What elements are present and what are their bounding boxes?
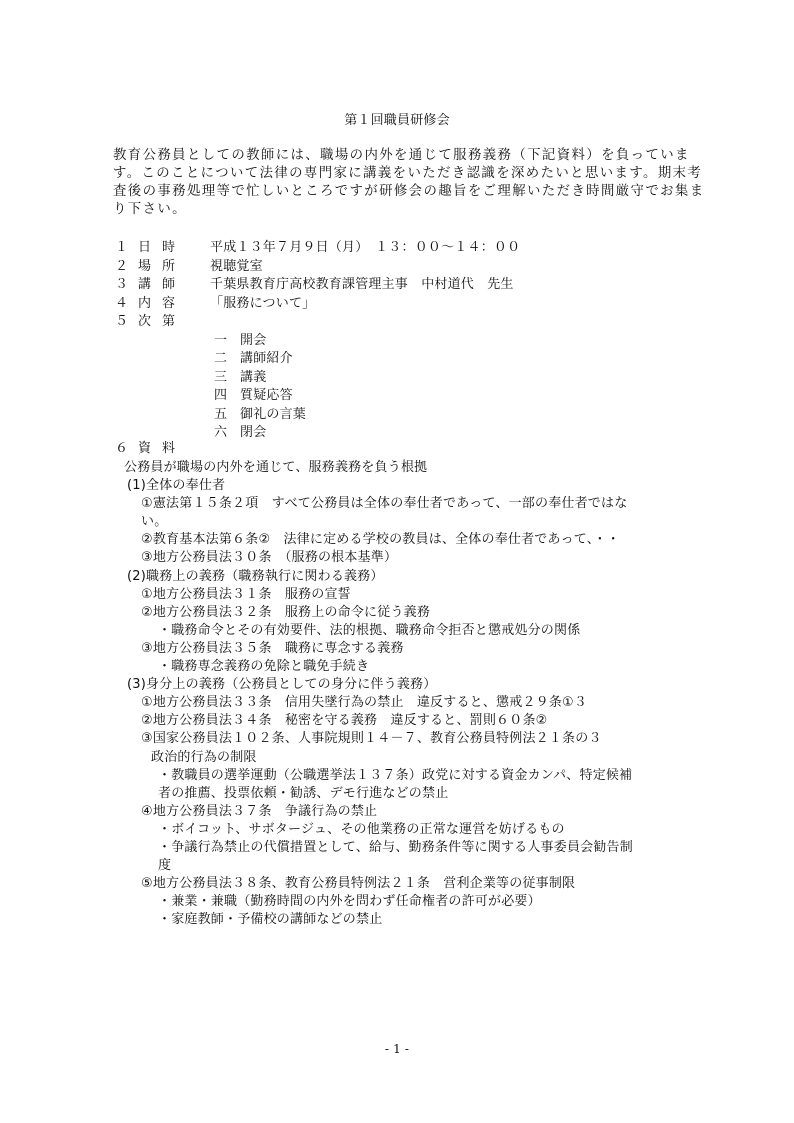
materials-text: 者の推薦、投票依頼・勧誘、デモ行進などの禁止 [158, 785, 449, 801]
agenda-step [113, 332, 713, 351]
materials-text: い。 [141, 514, 168, 530]
item-number: ３ [115, 277, 129, 292]
item-value: 「服務について」 [210, 295, 316, 311]
materials-text: ②地方公務員法３２条 服務上の命令に従う義務 [141, 604, 431, 620]
materials-line [113, 531, 713, 549]
item-row-materials [113, 440, 713, 459]
materials-list [113, 459, 713, 929]
materials-text: (2)職務上の義務（職務執行に関わる義務） [127, 568, 384, 584]
materials-line [113, 459, 713, 477]
document-title: 第１回職員研修会 [344, 113, 450, 128]
materials-line [113, 495, 713, 513]
materials-line [113, 586, 713, 604]
materials-line [113, 513, 713, 531]
item-row-place [113, 258, 713, 277]
materials-line [113, 549, 713, 567]
materials-text: (3)身分上の義務（公務員としての身分に伴う義務） [127, 677, 437, 693]
materials-text: (1)全体の奉仕者 [127, 478, 226, 494]
agenda-step-number: 五 [214, 406, 228, 422]
item-label: 内容 [138, 295, 187, 311]
materials-text: ①地方公務員法３１条 服務の宣誓 [141, 586, 351, 602]
materials-line [113, 658, 713, 676]
materials-text: ・争議行為禁止の代償措置として、給与、勤務条件等に関する人事委員会勧告制 [158, 839, 633, 855]
item-row-lecturer [113, 276, 713, 295]
materials-text: ⑤地方公務員法３８条、教育公務員特例法２１条 営利企業等の従事制限 [141, 876, 576, 892]
materials-line [113, 604, 713, 622]
item-number: １ [115, 240, 129, 255]
agenda-step-text: 講師紹介 [240, 351, 293, 366]
materials-line [113, 875, 713, 893]
materials-text: ②地方公務員法３４条 秘密を守る義務 違反すると、罰則６０条② [141, 713, 548, 729]
agenda-step-number: 一 [214, 332, 228, 348]
materials-line [113, 694, 713, 712]
materials-text: ・職務命令とその有効要件、法的根拠、職務命令拒否と懲戒処分の関係 [158, 622, 581, 638]
intro-line: 査後の事務処理等で忙しいところですが研修会の趣旨をご理解いただき時間厳守でお集ま [113, 184, 705, 199]
materials-text: ・家庭教師・予備校の講師などの禁止 [158, 912, 383, 928]
item-value: 千葉県教育庁高校教育課管理主事 中村道代 先生 [210, 277, 514, 292]
item-row-content [113, 295, 713, 314]
materials-line [113, 749, 713, 767]
agenda-step [113, 369, 713, 388]
intro-line: り下さい。 [113, 202, 187, 217]
agenda-step-text: 閉会 [240, 425, 267, 440]
materials-line [113, 712, 713, 730]
item-value: 平成１３年７月９日（月） １３：００～１４：００ [210, 240, 521, 255]
item-label: 資料 [138, 441, 187, 456]
materials-text: 公務員が職場の内外を通じて、服務義務を負う根拠 [124, 460, 428, 475]
materials-heading [113, 440, 713, 459]
item-label: 次第 [138, 314, 187, 329]
agenda-step-text: 講義 [240, 369, 267, 385]
item-label: 講師 [138, 277, 187, 292]
materials-line [113, 785, 713, 803]
item-row-date [113, 239, 713, 258]
materials-text: ・ボイコット、サボタージュ、その他業務の正常な運営を妨げるもの [158, 821, 565, 837]
materials-text: ③地方公務員法３５条 職務に専念する義務 [141, 640, 404, 656]
materials-line [113, 893, 713, 911]
agenda-step-number: 六 [214, 425, 228, 440]
materials-text: 度 [158, 858, 172, 874]
agenda-step-number: 三 [214, 369, 228, 385]
agenda-step [113, 387, 713, 406]
materials-line [113, 911, 713, 929]
materials-text: 政治的行為の制限 [151, 749, 257, 765]
agenda-step-text: 御礼の言葉 [240, 406, 307, 422]
materials-text: ③地方公務員法３０条 （服務の根本基準） [141, 550, 398, 566]
agenda-step-number: 二 [214, 351, 228, 366]
agenda-step-text: 開会 [240, 332, 267, 348]
materials-line [113, 477, 713, 495]
materials-line [113, 730, 713, 748]
intro-paragraph [113, 147, 705, 219]
item-list [113, 239, 713, 443]
intro-line: 教育公務員としての教師には、職場の内外を通じて服務義務（下記資料）を負っていま [113, 148, 690, 163]
item-number: ４ [115, 295, 129, 311]
page-number: - 1 - [384, 1042, 410, 1056]
materials-line [113, 839, 713, 857]
materials-line [113, 821, 713, 839]
agenda-step [113, 350, 713, 369]
materials-line [113, 622, 713, 640]
materials-line [113, 803, 713, 821]
materials-line [113, 857, 713, 875]
materials-text: ③国家公務員法１０２条、人事院規則１４－７、教育公務員特例法２１条の３ [141, 731, 602, 747]
materials-line [113, 640, 713, 658]
materials-text: ・兼業・兼職（勤務時間の内外を問わず任命権者の許可が必要） [158, 894, 541, 910]
materials-text: ①地方公務員法３３条 信用失墜行為の禁止 違反すると、懲戒２９条①３ [141, 695, 588, 711]
item-number: ５ [115, 314, 129, 329]
intro-line: す。このことについて法律の専門家に講義をいただき認識を深めたいと思います。期末考 [113, 166, 703, 181]
materials-text: ②教育基本法第６条② 法律に定める学校の教員は、全体の奉仕者であって、・・ [141, 532, 620, 548]
materials-text: ①憲法第１５条２項 すべて公務員は全体の奉仕者であって、一部の奉仕者ではな [141, 496, 628, 512]
item-label: 場所 [138, 258, 187, 274]
materials-text: ・職務専念義務の免除と職免手続き [158, 659, 370, 675]
item-row-agenda [113, 313, 713, 332]
materials-line [113, 767, 713, 785]
materials-text: ・教職員の選挙運動（公職選挙法１３７条）政党に対する資金カンパ、特定候補 [158, 767, 633, 783]
item-label: 日時 [138, 240, 187, 255]
item-number: ２ [115, 258, 129, 274]
item-number: ６ [115, 441, 129, 456]
item-value: 視聴覚室 [210, 258, 263, 274]
materials-text: ④地方公務員法３７条 争議行為の禁止 [141, 803, 378, 819]
agenda-step [113, 406, 713, 425]
materials-line [113, 676, 713, 694]
agenda-step-number: 四 [214, 388, 228, 403]
agenda-step-text: 質疑応答 [240, 388, 293, 403]
materials-line [113, 568, 713, 586]
